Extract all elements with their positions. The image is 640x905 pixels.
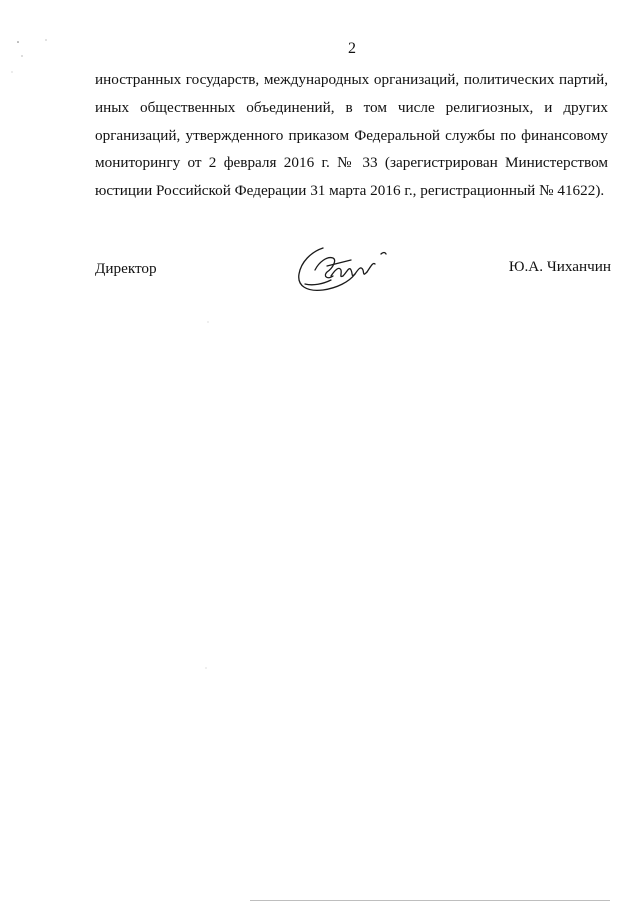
paragraph-line: мониторингу от 2 февраля 2016 г. № 33 (зарегистрирован Министерством xyxy=(95,154,608,172)
handwritten-signature-icon xyxy=(293,240,393,296)
paragraph-line: иностранных государств, международных организаций, политических партий, xyxy=(95,71,608,88)
paragraph-line: иных общественных объединений, в том числе религиозных, и других xyxy=(95,98,608,116)
scan-edge-line xyxy=(250,900,610,901)
body-paragraph xyxy=(95,66,608,205)
signatory-name: Ю.А. Чиханчин xyxy=(508,258,611,275)
paragraph-line: организаций, утвержденного приказом Федеральной службы по финансовому xyxy=(95,126,608,144)
signatory-title: Директор xyxy=(95,260,157,277)
page-number: 2 xyxy=(348,40,356,57)
paragraph-line: юстиции Российской Федерации 31 марта 2016 г., регистрационный № 41622). xyxy=(95,182,605,200)
signature-block xyxy=(95,258,611,298)
